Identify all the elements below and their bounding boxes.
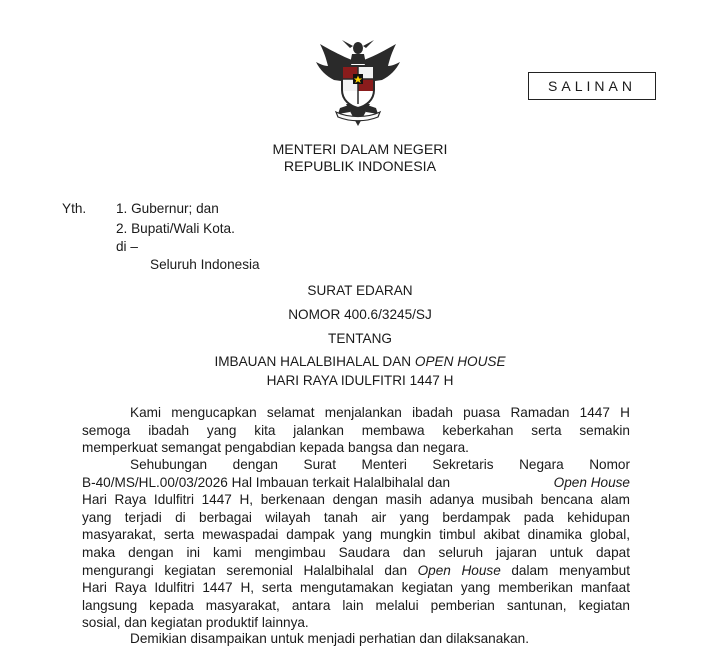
- letter-number: NOMOR 400.6/3245/SJ: [288, 307, 432, 322]
- recipient-item: 1. Gubernur; dan: [116, 201, 219, 216]
- letter-subject: [0, 353, 720, 371]
- paragraph-italic: Open House: [553, 474, 630, 490]
- paragraph-line: Hari Raya Idulfitri 1447 H, serta mengutamakan kegiatan yang memberikan manfaat: [82, 580, 630, 596]
- paragraph-line: [82, 562, 630, 580]
- garuda-emblem-icon: [312, 38, 404, 130]
- letter-type: SURAT EDARAN: [307, 283, 413, 298]
- paragraph-line: Kami mengucapkan selamat menjalankan ibadah puasa Ramadan 1447 H: [130, 405, 630, 420]
- body-paragraph-2: [82, 456, 630, 632]
- paragraph-line: langsung kepada masyarakat, antara lain melalui pemberian santunan, kegiatan: [82, 597, 630, 613]
- paragraph-line: memperkuat semangat pengabdian kepada bangsa dan negara.: [82, 440, 469, 456]
- address-location: Seluruh Indonesia: [150, 257, 260, 272]
- body-paragraph-3: [82, 630, 630, 648]
- office-title-line1: MENTERI DALAM NEGERI: [272, 142, 448, 158]
- paragraph-line: [82, 474, 630, 492]
- body-paragraph-1: [82, 404, 630, 457]
- address-di: di –: [116, 239, 138, 254]
- paragraph-line: Demikian disampaikan untuk menjadi perhatian dan dilaksanakan.: [130, 631, 529, 646]
- recipient-item: 2. Bupati/Wali Kota.: [116, 221, 235, 236]
- paragraph-line: yang terjadi di berbagai wilayah tanah air yang berdampak pada kehidupan: [82, 509, 630, 525]
- paragraph-line: semoga ibadah yang kita jalankan membawa keberkahan serta semakin: [82, 422, 630, 438]
- paragraph-text: mengurangi kegiatan seremonial Halalbihalal dan: [82, 562, 408, 578]
- office-title-line2: REPUBLIK INDONESIA: [283, 159, 437, 175]
- letter-subject-line2: HARI RAYA IDULFITRI 1447 H: [266, 373, 454, 388]
- paragraph-line: sosial, dan kegiatan produktif lainnya.: [82, 615, 309, 631]
- salutation: Yth.: [62, 201, 87, 216]
- paragraph-text: dalam menyambut: [511, 562, 630, 578]
- letter-about: TENTANG: [328, 331, 392, 346]
- paragraph-italic: Open House: [417, 562, 501, 578]
- paragraph-line: masyarakat, serta mewaspadai dampak yang mungkin timbul akibat dinamika global,: [82, 527, 630, 543]
- paragraph-line: Hari Raya Idulfitri 1447 H, berkenaan dengan masih adanya musibah bencana alam: [82, 492, 630, 508]
- paragraph-line: Sehubungan dengan Surat Menteri Sekretaris Negara Nomor: [130, 457, 630, 472]
- subject-italic: OPEN HOUSE: [414, 354, 506, 369]
- paragraph-text: B-40/MS/HL.00/03/2026 Hal Imbauan terkait Halalbihalal dan: [82, 474, 451, 490]
- paragraph-line: maka dengan ini kami mengimbau Saudara dan seluruh jajaran untuk dapat: [82, 544, 630, 560]
- copy-stamp: SALINAN: [528, 72, 656, 100]
- subject-text: IMBAUAN HALALBIHALAL DAN: [214, 354, 415, 369]
